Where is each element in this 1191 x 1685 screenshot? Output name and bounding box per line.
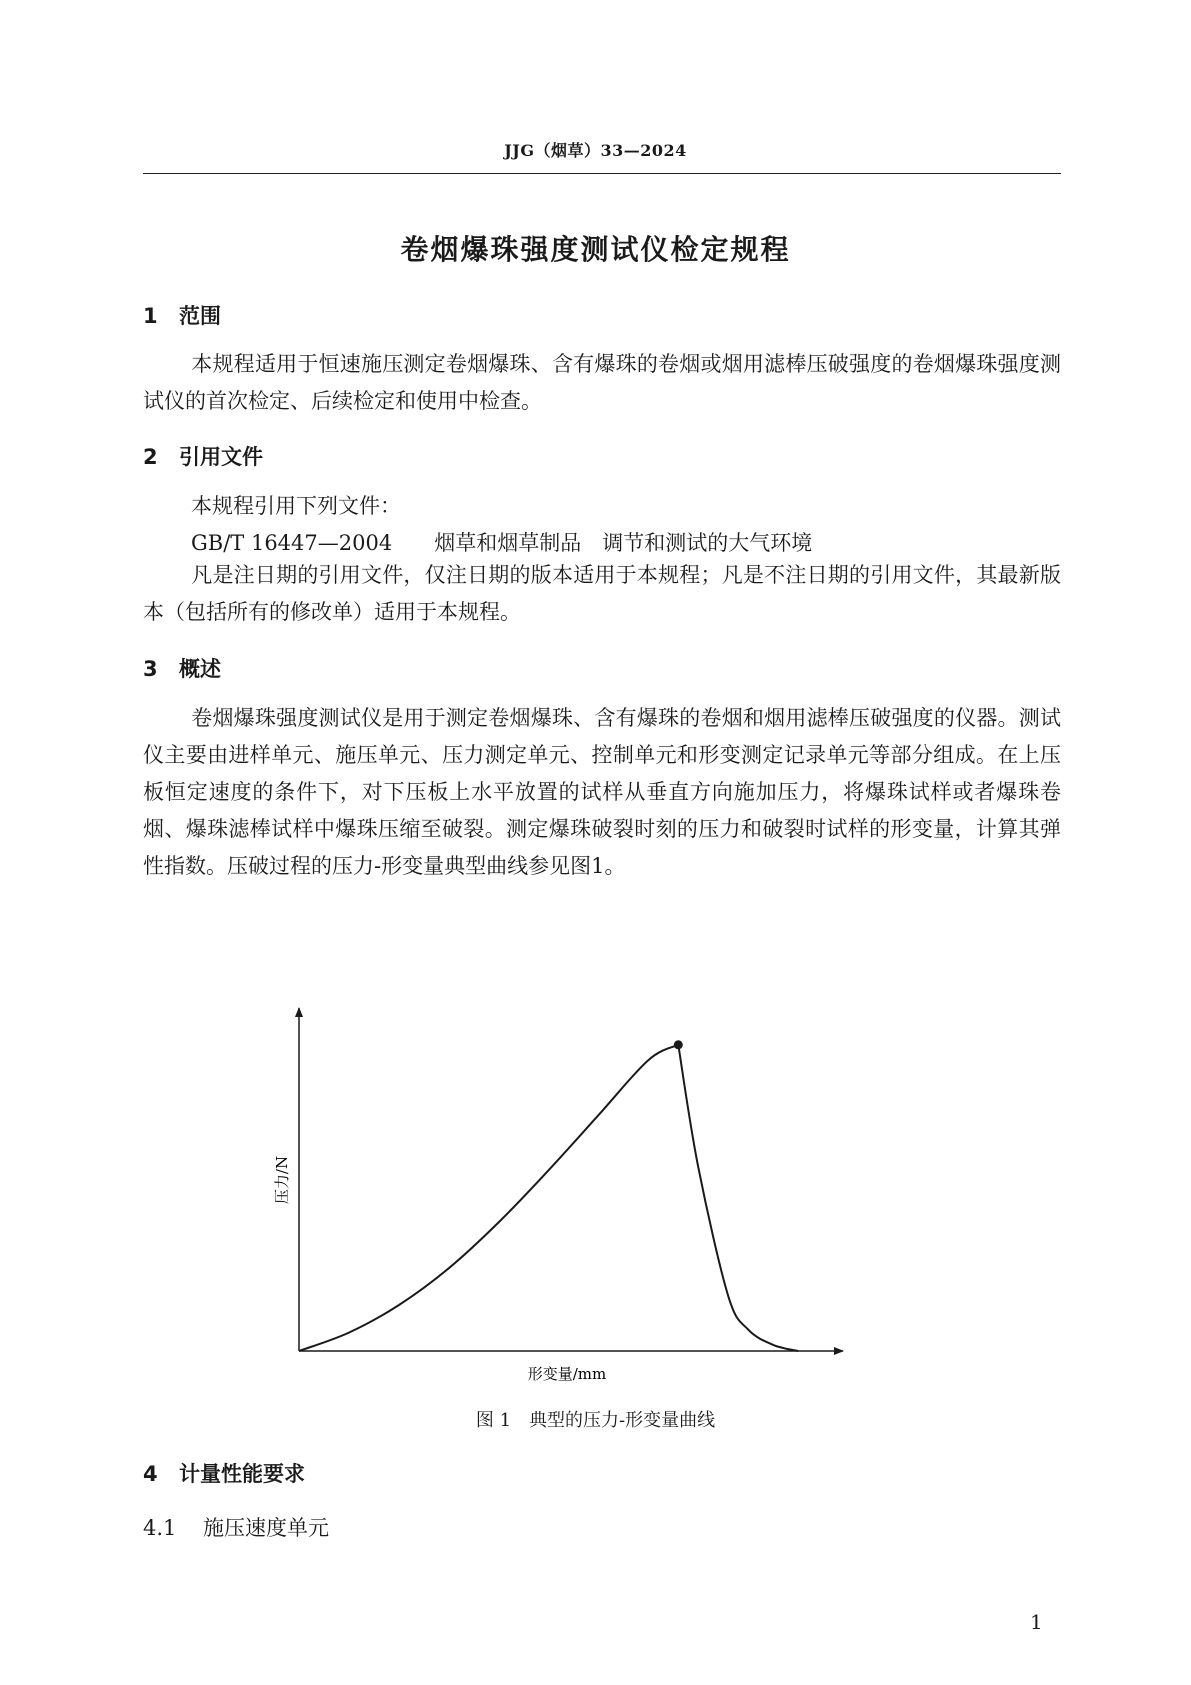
references-note: 凡是注日期的引用文件，仅注日期的版本适用于本规程；凡是不注日期的引用文件，其最新版本（包括所有的修改单）适用于本规程。 xyxy=(143,563,1061,624)
section-4-heading xyxy=(143,1458,305,1488)
section-2-title: 引用文件 xyxy=(179,445,263,469)
reference-standard-code: GB/T 16447—2004 xyxy=(191,531,393,555)
reference-standard-title: 烟草和烟草制品 调节和测试的大气环境 xyxy=(434,531,813,555)
figure-caption: 图 1 典型的压力-形变量曲线 xyxy=(475,1410,716,1431)
subsection-4-1 xyxy=(143,1512,329,1542)
subsection-4-1-number: 4.1 xyxy=(143,1516,177,1540)
subsection-4-1-title: 施压速度单元 xyxy=(203,1516,329,1540)
document-title: 卷烟爆珠强度测试仪检定规程 xyxy=(400,233,791,266)
section-3-heading xyxy=(143,653,221,683)
section-1-paragraph: 本规程适用于恒速施压测定卷烟爆珠、含有爆珠的卷烟或烟用滤棒压破强度的卷烟爆珠强度测试仪的首次检定、后续检定和使用中检查。 xyxy=(143,352,1061,413)
section-4-number: 4 xyxy=(143,1462,158,1486)
section-2-number: 2 xyxy=(143,445,158,469)
section-1-title: 范围 xyxy=(179,304,221,328)
break-point-marker xyxy=(674,1040,683,1049)
y-axis-label: 压力/N xyxy=(273,1155,291,1205)
section-3-paragraph: 卷烟爆珠强度测试仪是用于测定卷烟爆珠、含有爆珠的卷烟和烟用滤棒压破强度的仪器。测试仪主要由进样单元、施压单元、压力测定单元、控制单元和形变测定记录单元等部分组成。在上压板恒定速度的条件下，对下压板上水平放置的试样从垂直方向施加压力，将爆珠试样或者爆珠卷烟、爆珠滤棒试样中爆珠压缩至破裂。测定爆珠破裂时刻的压力和破裂时试样的形变量，计算其弹性指数。压破过程的压力-形变量典型曲线参见图1。 xyxy=(143,706,1061,878)
header-rule xyxy=(143,173,1061,174)
section-1-number: 1 xyxy=(143,304,158,328)
x-axis-label: 形变量/mm xyxy=(527,1365,607,1383)
document-code: JJG（烟草）33—2024 xyxy=(504,141,687,160)
section-4-title: 计量性能要求 xyxy=(179,1462,305,1486)
section-3-title: 概述 xyxy=(179,657,221,681)
section-3-number: 3 xyxy=(143,657,158,681)
page-number: 1 xyxy=(1030,1610,1043,1634)
references-intro: 本规程引用下列文件： xyxy=(191,494,401,518)
reference-standard xyxy=(191,527,812,557)
pressure-deformation-chart xyxy=(270,990,920,1420)
section-1-heading xyxy=(143,300,221,330)
section-2-heading xyxy=(143,441,263,471)
pressure-curve xyxy=(299,1045,798,1351)
